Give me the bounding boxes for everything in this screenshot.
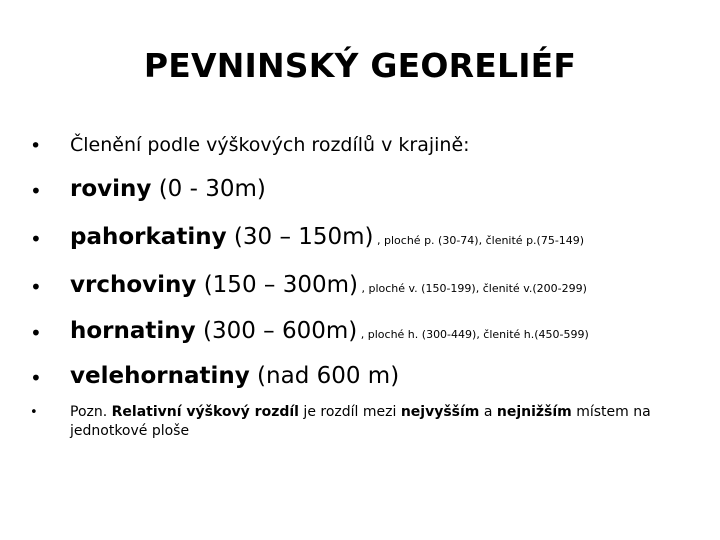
item-term: roviny: [70, 176, 152, 202]
item-term: velehornatiny: [70, 363, 250, 389]
footnote-text-part: je rozdíl mezi: [298, 404, 401, 420]
footnote-text-part: místem na jednotkové ploše: [70, 404, 651, 439]
footnote-highest: nejvyšším: [400, 404, 480, 420]
bullet-icon: •: [30, 179, 42, 203]
item-range: (300 – 600m): [195, 318, 358, 344]
slide-title: PEVNINSKÝ GEORELIÉF: [143, 46, 577, 85]
item-range: (nad 600 m): [249, 363, 400, 389]
footnote-prefix: Pozn.: [70, 404, 112, 420]
footnote-text-part: a: [479, 404, 497, 420]
bullet-icon: •: [30, 275, 42, 299]
item-term: pahorkatiny: [70, 224, 227, 250]
list-item-text: [70, 363, 399, 389]
footnote-lowest: nejnižším: [496, 404, 572, 420]
list-item-text: [70, 318, 589, 344]
item-range: (150 – 300m): [196, 272, 358, 298]
footnote-term: Relativní výškový rozdíl: [111, 404, 299, 420]
bullet-icon: •: [30, 227, 42, 251]
item-note: , ploché p. (30-74), členité p.(75-149): [373, 234, 585, 247]
footnote-text: [70, 403, 690, 441]
item-term: hornatiny: [70, 318, 196, 344]
list-item-text: [70, 224, 584, 250]
list-item-text: [70, 176, 266, 202]
item-range: (30 – 150m): [226, 224, 374, 250]
item-note: , ploché h. (300-449), členité h.(450-599): [357, 328, 589, 341]
bullet-icon: •: [30, 135, 42, 157]
item-range: (0 - 30m): [151, 176, 266, 202]
bullet-icon: •: [30, 405, 38, 420]
item-note: , ploché v. (150-199), členité v.(200-299): [357, 282, 587, 295]
bullet-icon: •: [30, 366, 42, 390]
list-item-text: [70, 272, 587, 298]
bullet-icon: •: [30, 321, 42, 345]
item-term: vrchoviny: [70, 272, 197, 298]
intro-text: Členění podle výškových rozdílů v krajině:: [70, 134, 470, 156]
